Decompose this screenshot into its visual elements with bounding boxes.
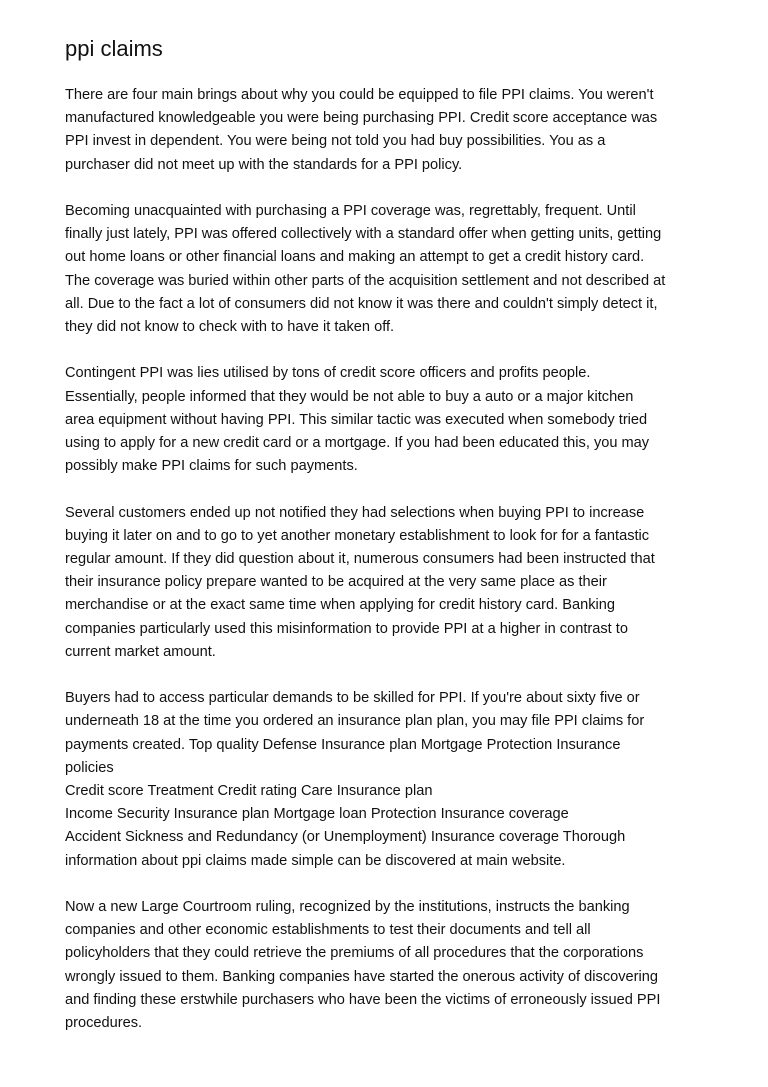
text-line: information about ppi claims made simple can be discovered at main website. xyxy=(65,852,566,869)
text-line: Buyers had to access particular demands to be skilled for PPI. If you're about sixty five or xyxy=(65,690,640,707)
text-line: regular amount. If they did question about it, numerous consumers had been instructed that xyxy=(65,551,655,568)
paragraph xyxy=(65,502,715,664)
paragraph xyxy=(65,200,715,339)
text-line: they did not know to check with to have it taken off. xyxy=(65,319,395,336)
text-line: Contingent PPI was lies utilised by tons of credit score officers and profits people. xyxy=(65,365,591,382)
text-line: buying it later on and to go to yet another monetary establishment to look for for a fantastic xyxy=(65,527,650,544)
text-line: underneath 18 at the time you ordered an insurance plan plan, you may file PPI claims for xyxy=(65,713,645,730)
text-line: Accident Sickness and Redundancy (or Unemployment) Insurance coverage Thorough xyxy=(65,829,626,846)
text-line: companies and other economic establishments to test their documents and tell all xyxy=(65,922,591,939)
paragraph xyxy=(65,84,715,177)
text-line: area equipment without having PPI. This similar tactic was executed when somebody tried xyxy=(65,411,648,428)
text-line: policyholders that they could retrieve the premiums of all procedures that the corporations xyxy=(65,945,644,962)
text-line: current market amount. xyxy=(65,643,216,660)
text-line: possibly make PPI claims for such payments. xyxy=(65,458,358,475)
text-line: policies xyxy=(65,759,114,776)
text-line: merchandise or at the exact same time when applying for credit history card. Banking xyxy=(65,597,615,614)
document-body xyxy=(65,84,715,1035)
text-line: out home loans or other financial loans and making an attempt to get a credit history card. xyxy=(65,249,645,266)
paragraph xyxy=(65,362,715,478)
text-line: all. Due to the fact a lot of consumers did not know it was there and couldn't simply detect it, xyxy=(65,295,658,312)
page-title: ppi claims xyxy=(65,36,163,61)
document-page xyxy=(65,34,715,1058)
text-line: Credit score Treatment Credit rating Care Insurance plan xyxy=(65,783,433,800)
text-line: Several customers ended up not notified they had selections when buying PPI to increase xyxy=(65,504,645,521)
text-line: and finding these erstwhile purchasers who have been the victims of erroneously issued PPI xyxy=(65,991,661,1008)
text-line: Essentially, people informed that they would be not able to buy a auto or a major kitchen xyxy=(65,388,634,405)
text-line: wrongly issued to them. Banking companies have started the onerous activity of discovering xyxy=(65,968,658,985)
text-line: their insurance policy prepare wanted to be acquired at the very same place as their xyxy=(65,574,607,591)
text-line: purchaser did not meet up with the standards for a PPI policy. xyxy=(65,156,463,173)
text-line: manufactured knowledgeable you were being purchasing PPI. Credit score acceptance was xyxy=(65,110,658,127)
paragraph xyxy=(65,896,715,1035)
text-line: Now a new Large Courtroom ruling, recognized by the institutions, instructs the banking xyxy=(65,899,630,916)
paragraph xyxy=(65,687,715,873)
text-line: companies particularly used this misinformation to provide PPI at a higher in contrast to xyxy=(65,620,628,637)
text-line: payments created. Top quality Defense Insurance plan Mortgage Protection Insurance xyxy=(65,736,621,753)
text-line: PPI invest in dependent. You were being not told you had buy possibilities. You as a xyxy=(65,133,606,150)
text-line: Income Security Insurance plan Mortgage loan Protection Insurance coverage xyxy=(65,806,569,823)
text-line: procedures. xyxy=(65,1015,143,1032)
text-line: using to apply for a new credit card or a mortgage. If you had been educated this, you may xyxy=(65,435,650,452)
text-line: Becoming unacquainted with purchasing a PPI coverage was, regrettably, frequent. Until xyxy=(65,203,636,219)
text-line: There are four main brings about why you could be equipped to file PPI claims. You weren't xyxy=(65,87,654,103)
text-line: finally just lately, PPI was offered collectively with a standard offer when getting units, getting xyxy=(65,226,662,243)
text-line: The coverage was buried within other parts of the acquisition settlement and not described at xyxy=(65,272,666,289)
